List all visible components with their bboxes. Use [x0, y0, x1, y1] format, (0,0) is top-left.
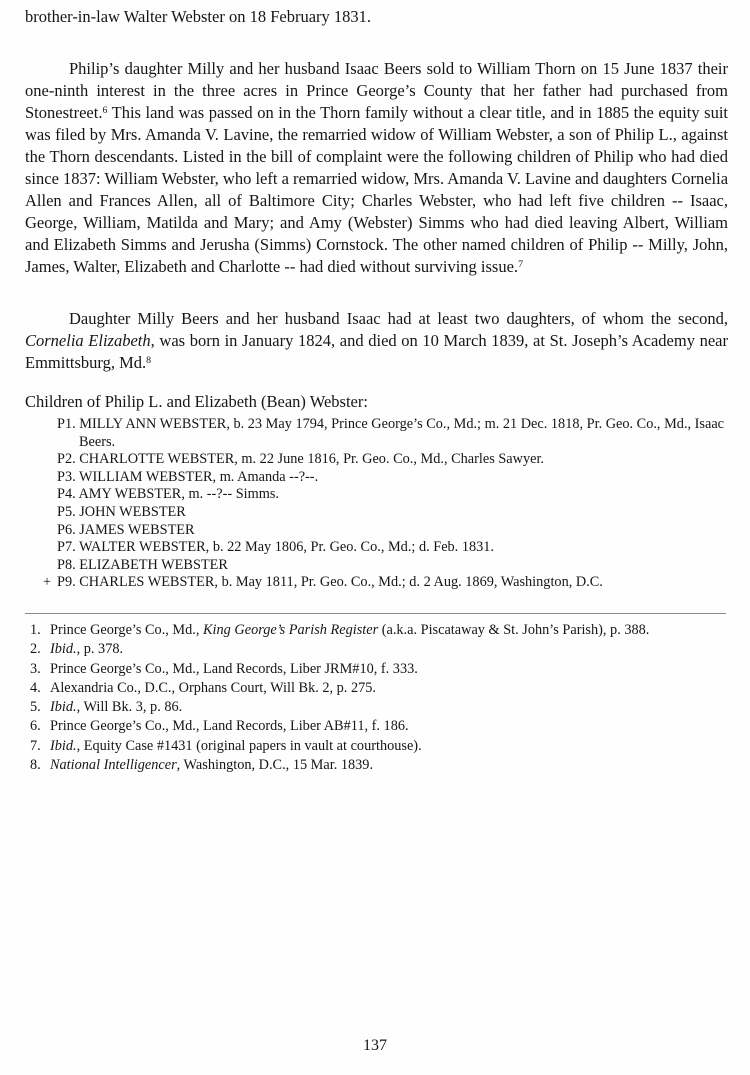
child-entry-text: P4. AMY WEBSTER, m. --?-- Simms.	[57, 486, 280, 503]
child-entry	[57, 522, 728, 540]
footnotes-section	[30, 621, 728, 775]
footnote-number: 6.	[30, 718, 41, 735]
child-entry-text: P8. ELIZABETH WEBSTER	[57, 556, 228, 573]
footnote-number: 2.	[30, 641, 41, 658]
footnote-number: 7.	[30, 737, 41, 754]
paragraph-land-sale: Philip’s daughter Milly and her husband Isaac Beers sold to William Thorn on 15 June 1837 their one-ninth interest in the three acres in Prince George’s County that her father had purchased from Stonestreet.$^6$ This land was passed on in the Thorn family without a clear title, and in 1885 the equity suit was filed by Mrs. Amanda V. Lavine, the remarried widow of William Webster, a son of Philip L., against the Thorn descendants. Listed in the bill of complaint were the following children of Philip who had died since 1837: William Webster, who left a remarried widow, Mrs. Amanda V. Lavine and daughters Cornelia Allen and Frances Allen, all of Baltimore City; Charles Webster, who had left five children -- Isaac, George, William, Matilda and Mary; and Amy (Webster) Simms who had died leaving Albert, William and Elizabeth Simms and Jerusha (Simms) Cornstock. The other named children of Philip -- Milly, John, James, Walter, Elizabeth and Charlotte -- had died without surviving issue.$^7$	[25, 59, 729, 276]
child-entry	[43, 574, 728, 592]
footnote	[30, 717, 728, 736]
child-entry	[57, 469, 728, 487]
child-entry	[57, 416, 728, 451]
child-entry	[57, 539, 728, 557]
child-entry	[57, 504, 728, 522]
page-number: 137	[363, 1037, 387, 1054]
footnote	[30, 698, 728, 717]
child-entry-text: P2. CHARLOTTE WEBSTER, m. 22 June 1816, Pr. Geo. Co., Md., Charles Sawyer.	[57, 451, 545, 468]
footnote-text: Ibid., Equity Case #1431 (original papers in vault at courthouse).	[50, 737, 422, 754]
footnote-number: 8.	[30, 757, 41, 774]
child-entry	[57, 557, 728, 575]
footnote-text: Prince George’s Co., Md., King George’s Parish Register (a.k.a. Piscataway & St. John’s Parish), p. 388.	[50, 621, 650, 638]
child-entry-text: P5. JOHN WEBSTER	[57, 503, 186, 520]
child-entry-text: P6. JAMES WEBSTER	[57, 521, 195, 538]
footnote-number: 4.	[30, 679, 41, 696]
footnote-number: 3.	[30, 660, 41, 677]
footnote-separator-rule	[25, 613, 726, 614]
continuation-line: brother-in-law Walter Webster on 18 February 1831.	[25, 7, 372, 26]
paragraph-milly-beers: Daughter Milly Beers and her husband Isaac had at least two daughters, of whom the second, Cornelia Elizabeth, was born in January 1824, and died on 10 March 1839, at St. Joseph’s Academy near Emmittsburg, Md.$^8$	[25, 309, 728, 372]
footnote-number: 5.	[30, 699, 41, 716]
children-list	[43, 416, 728, 592]
child-entry-text: P9. CHARLES WEBSTER, b. May 1811, Pr. Geo. Co., Md.; d. 2 Aug. 1869, Washington, D.C.	[57, 574, 603, 591]
plus-marker: +	[43, 574, 52, 591]
child-entry-text: P3. WILLIAM WEBSTER, m. Amanda --?--.	[57, 468, 319, 485]
footnote-text: Ibid., Will Bk. 3, p. 86.	[50, 699, 183, 716]
footnote-text: Alexandria Co., D.C., Orphans Court, Will Bk. 2, p. 275.	[50, 679, 376, 696]
footnote	[30, 621, 728, 640]
footnote	[30, 737, 728, 756]
child-entry-text: P7. WALTER WEBSTER, b. 22 May 1806, Pr. Geo. Co., Md.; d. Feb. 1831.	[57, 539, 495, 556]
footnote-number: 1.	[30, 621, 41, 638]
footnote-text: National Intelligencer, Washington, D.C., 15 Mar. 1839.	[50, 757, 374, 774]
child-entry	[57, 486, 728, 504]
footnote	[30, 640, 728, 659]
child-entry	[57, 451, 728, 469]
footnote	[30, 660, 728, 679]
footnote	[30, 679, 728, 698]
children-heading: Children of Philip L. and Elizabeth (Bean) Webster:	[25, 392, 368, 411]
footnote	[30, 756, 728, 775]
footnote-text: Prince George’s Co., Md., Land Records, Liber AB#11, f. 186.	[50, 718, 409, 735]
child-entry-text: P1. MILLY ANN WEBSTER, b. 23 May 1794, Prince George’s Co., Md.; m. 21 Dec. 1818, Pr. Geo. Co., Md., Isaac Beers.	[57, 416, 725, 450]
footnote-text: Ibid., p. 378.	[50, 641, 124, 658]
footnote-text: Prince George’s Co., Md., Land Records, Liber JRM#10, f. 333.	[50, 660, 418, 677]
